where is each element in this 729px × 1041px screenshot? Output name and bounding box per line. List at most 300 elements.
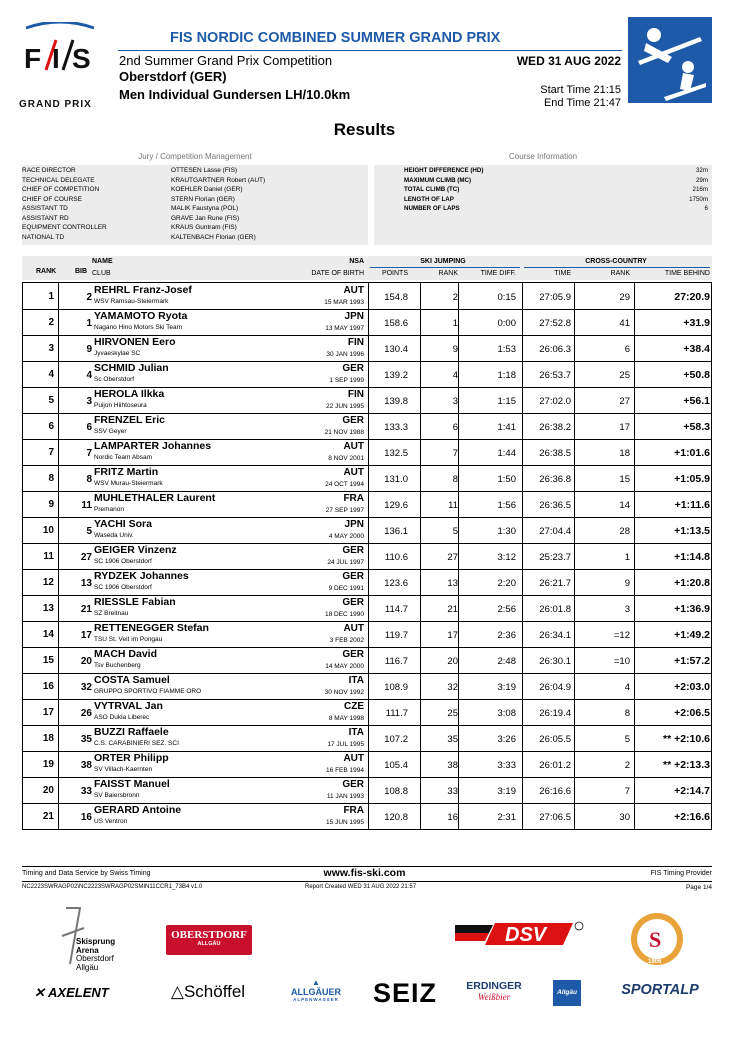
row-right-border	[711, 335, 712, 361]
row-right-border	[711, 543, 712, 569]
athlete-club: ASO Dukla Liberec	[94, 714, 150, 721]
end-time: End Time 21:47	[543, 97, 621, 109]
start-time-diff: 3:08	[497, 708, 516, 719]
athlete-club: Nagano Hino Motors Ski Team	[94, 324, 183, 331]
column-divider	[634, 309, 635, 335]
column-divider	[420, 335, 421, 361]
start-time-diff: 2:20	[497, 578, 516, 589]
row-right-border	[711, 777, 712, 803]
fis-logo	[22, 22, 98, 80]
date-of-birth: 14 MAY 2000	[325, 663, 364, 670]
grand-prix-label: GRAND PRIX	[19, 99, 92, 110]
cc-rank: 9	[624, 578, 630, 589]
start-time-diff: 3:12	[497, 552, 516, 563]
table-row	[22, 751, 712, 778]
column-divider	[574, 387, 575, 413]
sc-oberstdorf-logo	[628, 905, 686, 969]
cc-time: 26:01.2	[539, 760, 571, 771]
column-divider	[574, 439, 575, 465]
column-divider	[58, 361, 59, 387]
athlete-club: SC 1906 Oberstdorf	[94, 584, 152, 591]
cc-rank: 2	[624, 760, 630, 771]
athlete-club: Nordic Team Absam	[94, 454, 153, 461]
jump-points: 133.3	[384, 422, 408, 433]
column-divider	[574, 803, 575, 829]
column-divider	[58, 595, 59, 621]
column-divider	[458, 725, 459, 751]
oberstdorf-logo	[166, 925, 252, 955]
time-behind: +1:11.6	[674, 499, 710, 511]
cc-time: 26:06.3	[539, 344, 571, 355]
cc-rank: 1	[624, 552, 630, 563]
date-of-birth: 30 NOV 1992	[324, 689, 364, 696]
jury-person: MALIK Faustyna (POL)	[171, 205, 239, 212]
jump-rank: 1	[452, 318, 458, 329]
column-divider	[58, 777, 59, 803]
date-of-birth: 21 NOV 1988	[324, 429, 364, 436]
oberstdorf-sub: ALLGÄU	[197, 941, 221, 947]
nation-code: GER	[342, 597, 364, 608]
nation-code: FRA	[343, 493, 364, 504]
athlete-club: Sc Oberstdorf	[94, 376, 135, 383]
column-divider	[58, 699, 59, 725]
jump-points: 108.8	[384, 786, 408, 797]
athlete-club: Jyvaeskylae SC	[94, 350, 141, 357]
column-divider	[574, 335, 575, 361]
col-dob: DATE OF BIRTH	[311, 270, 364, 277]
date-of-birth: 27 SEP 1997	[325, 507, 364, 514]
table-row	[22, 361, 712, 388]
timing-service: Timing and Data Service by Swiss Timing	[22, 870, 151, 877]
column-divider	[634, 361, 635, 387]
course-label: LENGTH OF LAP	[404, 195, 454, 203]
timing-provider: FIS Timing Provider	[650, 870, 712, 877]
time-behind: +1:14.8	[674, 551, 710, 563]
rank-cell: 6	[48, 421, 54, 432]
bib-cell: 1	[86, 318, 92, 329]
athlete-name: FRITZ Martin	[94, 466, 159, 478]
athlete-club: Puijon Hiihtoseura	[94, 402, 147, 409]
row-right-border	[711, 491, 712, 517]
footer-mid-rule	[22, 881, 712, 882]
jump-points: 108.9	[384, 682, 408, 693]
cc-rank: 30	[619, 812, 630, 823]
column-divider	[574, 465, 575, 491]
column-divider	[420, 309, 421, 335]
nation-code: GER	[342, 779, 364, 790]
bib-cell: 21	[80, 604, 92, 615]
bib-cell: 6	[86, 422, 92, 433]
column-divider	[634, 673, 635, 699]
athlete-club: Tsv Buchenberg	[94, 662, 141, 669]
jury-panel	[22, 165, 368, 245]
jump-points: 111.7	[385, 708, 408, 719]
athlete-name: FRENZEL Eric	[94, 414, 165, 426]
column-divider	[574, 309, 575, 335]
nation-code: FIN	[347, 337, 364, 348]
athlete-name: HEROLA Ilkka	[94, 388, 165, 400]
column-divider	[522, 699, 523, 725]
column-divider	[420, 699, 421, 725]
row-right-border	[711, 751, 712, 777]
date-of-birth: 17 JUL 1995	[327, 741, 364, 748]
column-divider	[634, 699, 635, 725]
jump-points: 158.6	[384, 318, 408, 329]
athlete-club: SSV Geyer	[94, 428, 127, 435]
jump-points: 110.6	[384, 552, 408, 563]
time-behind: +56.1	[683, 395, 710, 407]
cc-time: 27:52.8	[539, 318, 571, 329]
time-behind: +1:01.6	[674, 447, 710, 459]
column-divider	[420, 673, 421, 699]
skisprung-arena-logo	[60, 906, 150, 972]
column-divider	[420, 283, 421, 309]
cc-rank: =12	[613, 630, 630, 641]
athlete-club: US Ventron	[94, 818, 128, 825]
jump-rank: 6	[452, 422, 458, 433]
jury-role: CHIEF OF COMPETITION	[22, 186, 100, 193]
table-row	[22, 413, 712, 440]
rank-cell: 20	[42, 785, 54, 796]
column-divider	[420, 465, 421, 491]
rank-cell: 13	[42, 603, 54, 614]
cc-rank: 15	[619, 474, 630, 485]
table-row	[22, 543, 712, 570]
cc-rank: 17	[619, 422, 630, 433]
column-divider	[522, 777, 523, 803]
column-divider	[522, 595, 523, 621]
column-divider	[574, 569, 575, 595]
start-time-diff: 1:30	[497, 526, 516, 537]
column-divider	[458, 673, 459, 699]
column-divider	[58, 803, 59, 829]
jury-person: KOEHLER Daniel (GER)	[171, 186, 243, 193]
cc-rank: 14	[619, 500, 630, 511]
athlete-name: RYDZEK Johannes	[94, 570, 189, 582]
column-divider	[458, 283, 459, 309]
rank-cell: 11	[43, 551, 54, 562]
cc-time: 26:38.5	[539, 448, 571, 459]
jump-points: 132.5	[384, 448, 408, 459]
row-right-border	[711, 595, 712, 621]
document-code: NC2223SWRAGP02\NC2223SWRAGP02SMIN11CCR1_73B4 v1.0	[22, 884, 203, 890]
nation-code: GER	[342, 415, 364, 426]
arena-line-4: Allgäu	[76, 962, 99, 972]
rank-cell: 16	[42, 681, 54, 692]
jump-rank: 35	[447, 734, 458, 745]
rank-cell: 21	[42, 811, 54, 822]
cc-rank: 29	[619, 292, 630, 303]
date-of-birth: 8 MAY 1998	[328, 715, 364, 722]
athlete-club: GRUPPO SPORTIVO FIAMME ORO	[94, 688, 202, 695]
column-divider	[574, 517, 575, 543]
bib-cell: 11	[81, 500, 92, 511]
athlete-club: WSV Murau-Steiermark	[94, 480, 163, 487]
column-divider	[420, 777, 421, 803]
jump-points: 120.8	[384, 812, 408, 823]
col-time-diff: TIME DIFF.	[480, 270, 516, 277]
date-of-birth: 24 OCT 1994	[325, 481, 364, 488]
nation-code: AUT	[343, 753, 364, 764]
cc-rank: 27	[619, 396, 630, 407]
bib-cell: 8	[86, 474, 92, 485]
page-number: Page 1/4	[685, 884, 712, 891]
col-cc-rank: RANK	[610, 270, 630, 277]
column-divider	[420, 595, 421, 621]
rank-cell: 7	[48, 447, 54, 458]
course-label: NUMBER OF LAPS	[404, 205, 460, 212]
row-right-border	[711, 309, 712, 335]
time-behind: +1:49.2	[674, 629, 710, 641]
time-behind: +50.8	[683, 369, 710, 381]
column-divider	[58, 725, 59, 751]
jump-rank: 16	[447, 812, 458, 823]
date-of-birth: 4 MAY 2000	[328, 533, 364, 540]
schoeffel-mark: △	[170, 982, 184, 1001]
start-time: Start Time 21:15	[540, 84, 621, 96]
cc-rank: 18	[619, 448, 630, 459]
nation-code: JPN	[344, 519, 364, 530]
table-row	[22, 517, 712, 544]
jump-rank: 3	[452, 396, 458, 407]
table-row	[22, 569, 712, 596]
start-time-diff: 0:15	[497, 292, 516, 303]
svg-text:I: I	[52, 43, 60, 74]
cc-rank: 7	[624, 786, 630, 797]
rank-cell: 19	[42, 759, 54, 770]
column-divider	[420, 569, 421, 595]
athlete-club: Premanon	[94, 506, 124, 513]
bib-cell: 13	[80, 578, 92, 589]
jury-person: KALTENBACH Florian (GER)	[171, 233, 256, 241]
allgauer-mountain: ▲	[312, 978, 320, 987]
rank-cell: 14	[42, 629, 54, 640]
sj-underline	[370, 267, 520, 268]
jump-rank: 17	[447, 630, 458, 641]
jump-rank: 2	[452, 292, 458, 303]
erdinger-sub: Weißbier	[477, 992, 511, 1002]
column-divider	[58, 309, 59, 335]
start-time-diff: 3:33	[497, 760, 516, 771]
column-divider	[574, 491, 575, 517]
athlete-name: YAMAMOTO Ryota	[94, 310, 188, 322]
athlete-club: WSV Ramsau-Steiermark	[94, 298, 169, 305]
bib-cell: 17	[80, 630, 92, 641]
start-time-diff: 0:00	[497, 318, 516, 329]
column-divider	[420, 361, 421, 387]
rank-cell: 15	[42, 655, 54, 666]
arena-line-3: Oberstdorf	[76, 954, 114, 963]
start-time-diff: 1:56	[497, 500, 516, 511]
axelent-logo	[34, 985, 134, 1003]
jump-rank: 4	[452, 370, 458, 381]
time-behind: +2:16.6	[674, 811, 710, 823]
col-sj-rank: RANK	[438, 270, 458, 277]
column-divider	[420, 647, 421, 673]
cc-time: 26:36.5	[539, 500, 571, 511]
date-of-birth: 24 JUL 1997	[327, 559, 364, 566]
athlete-name: VYTRVAL Jan	[94, 700, 163, 712]
table-row	[22, 699, 712, 726]
column-divider	[522, 673, 523, 699]
cc-rank: 6	[624, 344, 630, 355]
table-row	[22, 621, 712, 648]
column-divider	[522, 803, 523, 829]
cc-rank: 8	[624, 708, 630, 719]
nation-code: JPN	[344, 311, 364, 322]
athlete-name: MUHLETHALER Laurent	[94, 492, 216, 504]
column-divider	[420, 439, 421, 465]
bib-cell: 38	[80, 760, 92, 771]
axelent-mark: ✕	[34, 985, 49, 1000]
cc-rank: 5	[624, 734, 630, 745]
start-time-diff: 1:41	[497, 422, 516, 433]
column-divider	[522, 465, 523, 491]
column-divider	[522, 621, 523, 647]
bib-cell: 7	[86, 448, 92, 459]
time-behind: +1:05.9	[674, 473, 710, 485]
sc-year: 1906	[648, 959, 662, 965]
column-divider	[420, 543, 421, 569]
erdinger-text: ERDINGER	[466, 980, 522, 992]
bib-cell: 4	[86, 370, 92, 381]
athlete-name: ORTER Philipp	[94, 752, 169, 764]
column-divider	[522, 569, 523, 595]
course-value: 216m	[692, 186, 708, 193]
start-time-diff: 3:19	[497, 786, 516, 797]
date-of-birth: 13 MAY 1997	[325, 325, 364, 332]
bib-cell: 20	[80, 656, 92, 667]
cc-time: 26:21.7	[539, 578, 571, 589]
start-time-diff: 2:48	[497, 656, 516, 667]
results-heading: Results	[333, 120, 396, 139]
event-title: FIS NORDIC COMBINED SUMMER GRAND PRIX	[170, 30, 501, 46]
time-behind: +31.9	[683, 317, 710, 329]
table-row	[22, 309, 712, 336]
column-divider	[522, 439, 523, 465]
cc-time: 25:23.7	[539, 552, 571, 563]
time-behind: +2:03.0	[674, 681, 710, 693]
column-divider	[574, 725, 575, 751]
axelent-text: AXELENT	[48, 985, 109, 1000]
athlete-name: COSTA Samuel	[94, 674, 170, 686]
rank-cell: 1	[48, 291, 54, 302]
athlete-club: TSU St. Veit im Pongau	[94, 636, 163, 643]
col-points: POINTS	[381, 270, 408, 277]
jump-points: 139.8	[384, 396, 408, 407]
rank-cell: 12	[42, 577, 54, 588]
cc-time: 26:05.5	[539, 734, 571, 745]
schoeffel-logo	[160, 982, 256, 1004]
column-divider	[58, 283, 59, 309]
fis-website-link[interactable]: www.fis-ski.com	[323, 867, 406, 879]
cc-time: 26:30.1	[539, 656, 571, 667]
nation-code: GER	[342, 571, 364, 582]
athlete-name: MACH David	[94, 648, 158, 660]
svg-text:S: S	[72, 43, 91, 74]
nation-code: AUT	[343, 623, 364, 634]
svg-text:F: F	[24, 43, 42, 74]
jump-rank: 8	[452, 474, 458, 485]
row-right-border	[711, 283, 712, 309]
jury-heading: Jury / Competition Management	[138, 152, 252, 161]
time-behind: ** +2:13.3	[663, 759, 710, 771]
athlete-name: GEIGER Vinzenz	[94, 544, 177, 556]
column-divider	[420, 387, 421, 413]
sportalp-logo: SPORTALP	[621, 982, 699, 998]
nation-code: FIN	[347, 389, 364, 400]
column-divider	[420, 413, 421, 439]
cc-time: 26:19.4	[539, 708, 571, 719]
athlete-club: SV Baiersbronn	[94, 792, 140, 799]
column-divider	[634, 595, 635, 621]
column-divider	[634, 621, 635, 647]
row-right-border	[711, 647, 712, 673]
arena-line-1: Skisprung	[76, 937, 116, 946]
start-time-diff: 1:44	[497, 448, 516, 459]
dsv-logo	[455, 919, 585, 947]
table-row	[22, 595, 712, 622]
table-row	[22, 491, 712, 518]
nation-code: ITA	[348, 727, 364, 738]
cc-time: 26:36.8	[539, 474, 571, 485]
jump-points: 129.6	[384, 500, 408, 511]
cc-time: 27:02.0	[539, 396, 571, 407]
column-divider	[458, 517, 459, 543]
row-right-border	[711, 673, 712, 699]
row-right-border	[711, 465, 712, 491]
column-divider	[420, 751, 421, 777]
col-bib: BIB	[75, 268, 88, 275]
start-time-diff: 2:31	[497, 812, 516, 823]
bib-cell: 26	[80, 708, 92, 719]
column-divider	[634, 387, 635, 413]
start-time-diff: 3:19	[497, 682, 516, 693]
course-heading: Course Information	[508, 152, 578, 161]
bib-cell: 16	[80, 812, 92, 823]
athlete-name: GERARD Antoine	[94, 804, 182, 816]
event-date: WED 31 AUG 2022	[516, 54, 621, 68]
col-nsa: NSA	[349, 258, 364, 265]
nation-code: GER	[342, 649, 364, 660]
cc-time: 26:38.2	[539, 422, 571, 433]
column-divider	[420, 491, 421, 517]
table-row	[22, 647, 712, 674]
date-of-birth: 11 JAN 1993	[326, 793, 364, 800]
row-right-border	[711, 803, 712, 829]
athlete-club: SZ Breitnau	[94, 610, 129, 617]
athlete-name: FAISST Manuel	[94, 778, 170, 790]
column-divider	[522, 751, 523, 777]
cc-time: 26:34.1	[539, 630, 571, 641]
row-right-border	[711, 387, 712, 413]
column-divider	[522, 413, 523, 439]
athlete-club: SC 1906 Oberstdorf	[94, 558, 152, 565]
time-behind: +1:13.5	[674, 525, 710, 537]
row-right-border	[711, 413, 712, 439]
col-ski-jumping: SKI JUMPING	[420, 258, 466, 265]
cc-rank: 4	[624, 682, 630, 693]
column-divider	[58, 543, 59, 569]
row-right-border	[711, 725, 712, 751]
jump-rank: 13	[447, 578, 458, 589]
time-behind: +1:57.2	[674, 655, 710, 667]
svg-text:S: S	[649, 927, 662, 952]
column-divider	[458, 621, 459, 647]
rank-cell: 5	[48, 395, 54, 406]
jump-rank: 20	[447, 656, 458, 667]
cc-time: 27:04.4	[539, 526, 571, 537]
